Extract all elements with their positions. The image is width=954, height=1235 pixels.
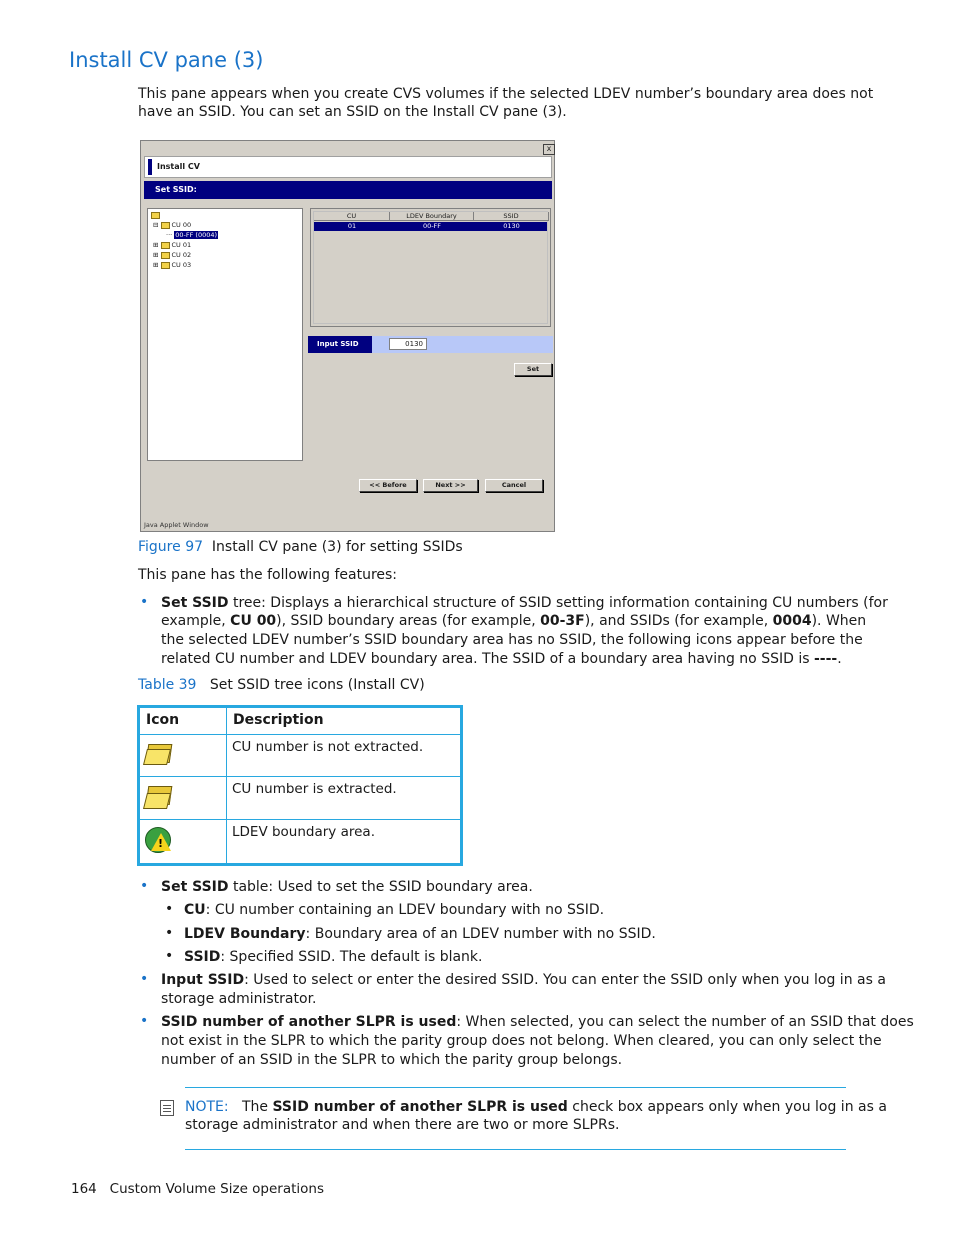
term: SSID number of another SLPR is used (272, 1099, 568, 1115)
figure-caption (138, 538, 463, 557)
folder-open-icon (161, 222, 170, 229)
tree-label-cu00: CU 00 (171, 221, 192, 229)
intro-line-2: have an SSID. You can set an SSID on the Install CV pane (3). (138, 104, 567, 120)
figure-text: Install CV pane (3) for setting SSIDs (211, 539, 463, 555)
tree-label-cu03: CU 03 (171, 261, 192, 269)
grid-row (314, 222, 547, 231)
sub-bullet-marker: • (165, 901, 174, 917)
bullet1-text: tree: Displays a hierarchical structure of SSID setting information containing CU numbers (for (228, 595, 888, 611)
term: ---- (813, 651, 838, 667)
set-button: Set (514, 363, 552, 376)
folder-icon (151, 212, 160, 219)
input-ssid-label: Input SSID (308, 336, 372, 353)
bullet1-line4 (161, 650, 842, 669)
folder-icon (161, 242, 170, 249)
text: : Boundary area of an LDEV number with no SSID. (305, 926, 656, 942)
next-button: Next >> (423, 479, 478, 492)
description-cell: LDEV boundary area. (227, 820, 462, 865)
applet-footer: Java Applet Window (144, 521, 209, 529)
bullet1-term: Set SSID (161, 595, 229, 611)
table-row (139, 820, 462, 865)
footer-section: Custom Volume Size operations (109, 1181, 325, 1197)
tree-label-cu01: CU 01 (171, 241, 192, 249)
grid-cell-cu: 01 (347, 222, 357, 230)
before-button: << Before (359, 479, 417, 492)
bullet4-line1 (161, 1013, 914, 1032)
text: : Specified SSID. The default is blank. (220, 949, 483, 965)
bullet3-line2: storage administrator. (161, 991, 317, 1007)
table-label: Table 39 (138, 677, 197, 693)
bullet-marker: • (140, 971, 149, 987)
grid-header-ssid: SSID (474, 212, 549, 221)
text: ), SSID boundary areas (for example, (276, 613, 541, 629)
bullet2-term: Set SSID (161, 879, 229, 895)
install-cv-screenshot (140, 140, 555, 532)
intro-line-1: This pane appears when you create CVS volumes if the selected LDEV number’s boundary area does not (138, 86, 874, 102)
bullet4-term: SSID number of another SLPR is used (161, 1014, 457, 1030)
note-top-rule (185, 1087, 846, 1088)
text: ). When (811, 613, 867, 629)
term: 00-3F (540, 613, 585, 629)
page-footer (71, 1181, 324, 1197)
tree-item-ldev: ··· 00-FF (0004) (166, 231, 218, 239)
text: related CU number and LDEV boundary area. The SSID of a boundary area having no SSID is (161, 651, 814, 667)
table-caption (138, 676, 425, 695)
sub-bullet-cu (184, 901, 604, 920)
note-icon (160, 1100, 174, 1116)
set-ssid-title: Set SSID: (155, 185, 197, 194)
note-bottom-rule (185, 1149, 846, 1150)
bullet1-line2 (161, 612, 866, 631)
figure-label: Figure 97 (138, 539, 204, 555)
bullet1-line1 (161, 594, 888, 613)
sub-bullet-marker: • (165, 925, 174, 941)
term: SSID (184, 949, 221, 965)
text: check box appears only when you log in as a (567, 1099, 887, 1115)
text: : When selected, you can select the number of an SSID that does (456, 1014, 914, 1030)
note-line1 (185, 1098, 887, 1117)
term: 0004 (772, 613, 812, 629)
folder-closed-icon (145, 742, 171, 764)
text: ), and SSIDs (for example, (584, 613, 773, 629)
set-ssid-header (144, 181, 552, 199)
icon-cell (139, 820, 227, 865)
folder-open-icon (145, 784, 171, 806)
table-row (139, 735, 462, 777)
bullet4-line2: not exist in the SLPR to which the parity group does not belong. When cleared, you can only select the (161, 1033, 882, 1049)
grid-header-ldev: LDEV Boundary (390, 212, 474, 221)
page-title: Install CV pane (3) (69, 48, 264, 72)
features-intro: This pane has the following features: (138, 567, 398, 583)
tree-item-cu02: ⊞ CU 02 (153, 251, 192, 259)
close-icon: x (543, 144, 555, 155)
note-label: NOTE: (185, 1099, 229, 1115)
sub-bullet-marker: • (165, 948, 174, 964)
text: example, (161, 613, 231, 629)
table-header-row (139, 707, 462, 735)
bullet-marker: • (140, 1013, 149, 1029)
text: : Used to select or enter the desired SSID. You can enter the SSID only when you log in as a (244, 972, 886, 988)
text: : CU number containing an LDEV boundary with no SSID. (205, 902, 605, 918)
term: LDEV Boundary (184, 926, 306, 942)
bullet-marker: • (140, 878, 149, 894)
bullet2-line (161, 878, 533, 897)
header-marker (148, 159, 152, 175)
note-line2: storage administrator and when there are two or more SLPRs. (185, 1117, 620, 1133)
bullet1-line3: the selected LDEV number’s SSID boundary area has no SSID, the following icons appear before the (161, 632, 863, 648)
text: . (837, 651, 842, 667)
bullet2-text: table: Used to set the SSID boundary area. (228, 879, 533, 895)
tree-root (151, 211, 162, 219)
tree-item-cu03: ⊞ CU 03 (153, 261, 192, 269)
install-cv-title: Install CV (157, 162, 200, 171)
folder-icon (161, 252, 170, 259)
header-icon: Icon (139, 707, 227, 735)
tree-item-cu01: ⊞ CU 01 (153, 241, 192, 249)
term: CU (184, 902, 206, 918)
page-number: 164 (71, 1181, 97, 1197)
bullet3-term: Input SSID (161, 972, 245, 988)
bullet4-line3: number of an SSID in the SLPR to which the parity group belongs. (161, 1052, 623, 1068)
grid-cell-ssid: 0130 (503, 222, 520, 230)
bullet-marker: • (140, 594, 149, 610)
term: CU 00 (230, 613, 277, 629)
folder-icon (161, 262, 170, 269)
bullet3-line1 (161, 971, 886, 990)
table-row (139, 777, 462, 820)
input-ssid-field: 0130 (389, 338, 427, 350)
ssid-grid (310, 208, 551, 327)
cancel-button: Cancel (485, 479, 543, 492)
sub-bullet-ldev (184, 925, 656, 944)
tree-item-cu00: ⊟ CU 00 (153, 221, 192, 229)
tree-label-ldev: 00-FF (0004) (175, 231, 218, 239)
icon-cell (139, 777, 227, 820)
ssid-tree (147, 208, 303, 461)
grid-cell-ldev: 00-FF (422, 222, 442, 230)
input-ssid-row (308, 336, 553, 353)
grid-header-cu: CU (314, 212, 390, 221)
install-cv-header (144, 156, 552, 178)
tree-label-cu02: CU 02 (171, 251, 192, 259)
sub-bullet-ssid (184, 948, 483, 967)
description-cell: CU number is not extracted. (227, 735, 462, 777)
header-description: Description (227, 707, 462, 735)
description-cell: CU number is extracted. (227, 777, 462, 820)
icon-table (137, 705, 463, 866)
text: The (241, 1099, 273, 1115)
table-caption-text: Set SSID tree icons (Install CV) (209, 677, 425, 693)
globe-warning-icon: ! (145, 827, 171, 853)
icon-cell (139, 735, 227, 777)
